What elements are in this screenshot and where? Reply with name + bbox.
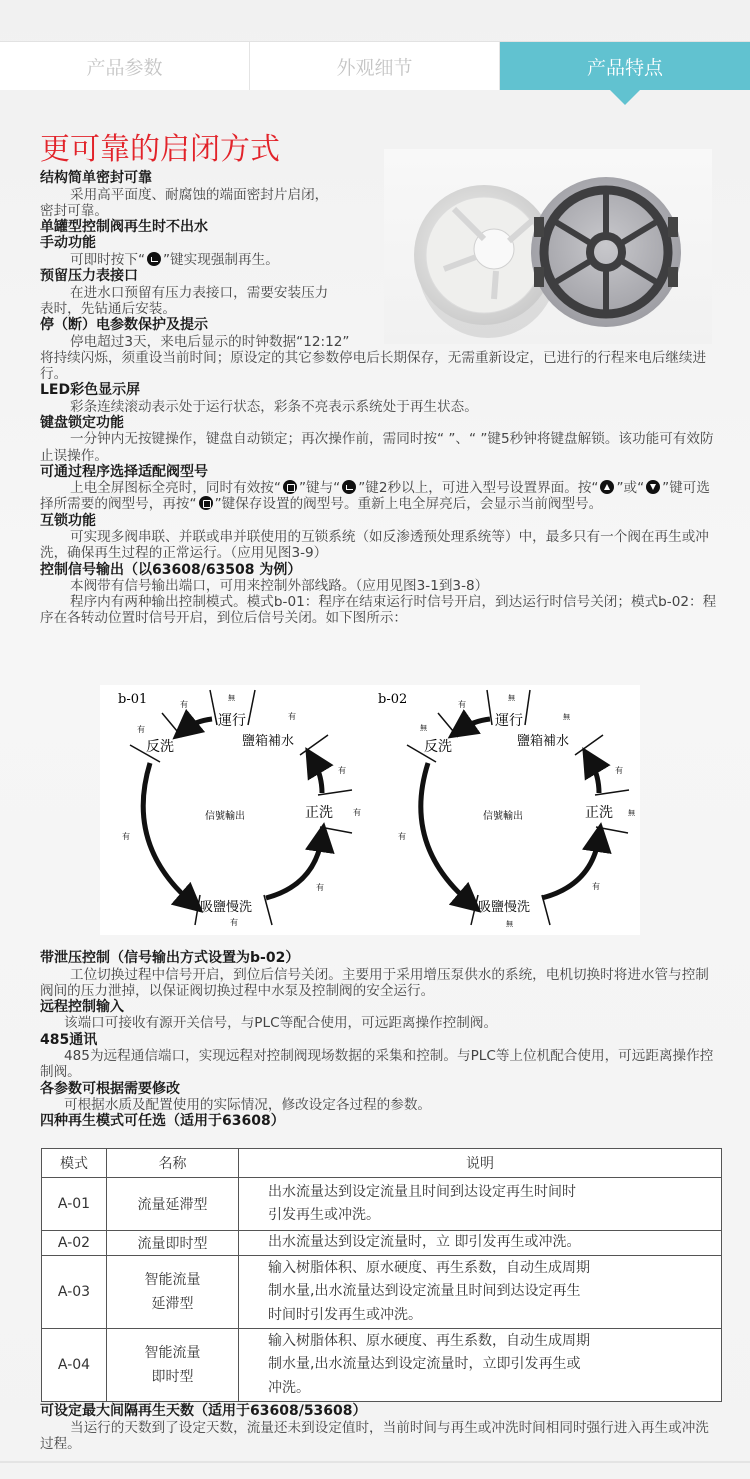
stage-label: 正洗: [585, 805, 613, 821]
page-title: 更可靠的启闭方式: [40, 132, 280, 167]
table-header-row: [42, 1149, 722, 1178]
signal-label: 有: [180, 700, 188, 709]
table-row: [42, 1256, 722, 1329]
stage-label: 鹽箱補水: [242, 734, 295, 749]
desc-line: 时间时引发再生或冲洗。: [268, 1306, 422, 1323]
divider: [0, 1461, 750, 1463]
text-fragment: ”键2秒以上，可进入型号设置界面。按“: [358, 480, 599, 497]
signal-label: 無: [420, 724, 427, 732]
table-row: [42, 1231, 722, 1256]
features-last: [40, 1403, 720, 1452]
text-pressure-port: 在进水口预留有压力表接口，需要安装压力: [70, 284, 329, 301]
text-pressure-relief: 工位切换过程中信号开启，到位后信号关闭。主要用于采用增压泵供水的系统，电机切换时将进水管与控制阀间的压力泄掉，以保证阀切换过程中水泵及控制阀的安全运行。: [40, 966, 709, 999]
heading-manual: 手动功能: [40, 235, 96, 252]
text-valve-select: [40, 480, 720, 512]
regen-key-icon: [147, 252, 161, 266]
cell-name: 流量即时型: [107, 1231, 239, 1256]
signal-label: 無: [228, 694, 235, 702]
text-fragment: ”或“: [616, 480, 645, 497]
signal-label: 無: [563, 713, 570, 721]
center-label: 信號輸出: [483, 811, 523, 822]
text-manual: [40, 252, 380, 268]
cell-mode: A-02: [42, 1231, 107, 1256]
cell-desc: [239, 1256, 722, 1329]
center-label: 信號輸出: [205, 811, 245, 822]
cell-desc: [239, 1329, 722, 1402]
tab-bar: [0, 41, 750, 90]
stage-label: 運行: [495, 713, 523, 729]
col-header-mode: 模式: [42, 1149, 107, 1178]
cell-name: [107, 1256, 239, 1329]
stage-label: 吸鹽慢洗: [200, 900, 253, 915]
heading-interlock: 互锁功能: [40, 512, 96, 529]
text-power-failure-cont: 将持续闪烁，须重设当前时间；原设定的其它参数停电后长期保存，无需重新设定，已进行的行程来电后继续进行。: [40, 349, 707, 382]
stage-label: 運行: [218, 713, 246, 729]
col-header-name: 名称: [107, 1149, 239, 1178]
name-line: 智能流量: [144, 1345, 201, 1361]
text-signal-modes: 程序内有两种输出控制模式。模式b-01：程序在结束运行时信号开启，到达运行时信号关闭；模式b-02：程序在各转动位置时信号开启，到位后信号关闭。如下图所示：: [40, 594, 717, 627]
heading-signal-output: 控制信号输出（以63608/63508 为例）: [40, 561, 302, 578]
heading-led: LED彩色显示屏: [40, 382, 141, 399]
name-line: 即时型: [151, 1369, 194, 1385]
heading-pressure-relief: 带泄压控制（信号输出方式设置为b-02）: [40, 950, 300, 966]
cell-desc: [239, 1231, 722, 1256]
signal-label: 有: [137, 725, 145, 734]
stage-label: 反洗: [146, 739, 174, 755]
col-header-desc: 说明: [239, 1149, 722, 1178]
stage-label: 吸鹽慢洗: [478, 900, 531, 915]
signal-label: 有: [592, 882, 600, 891]
cell-desc: [239, 1178, 722, 1231]
text-keypad-lock: 一分钟内无按键操作，键盘自动锁定；再次操作前，需同时按“ ”、“ ”键5秒钟将键盘解锁。该功能可有效防止误操作。: [40, 431, 714, 464]
text-fragment: 可即时按下“: [70, 251, 146, 268]
cell-mode: A-03: [42, 1256, 107, 1329]
name-line: 延滞型: [151, 1296, 194, 1312]
signal-label: 有: [398, 832, 406, 841]
diagram-b01: [118, 690, 361, 927]
desc-line: 制水量,出水流量达到设定流量且时间到达设定再生: [268, 1283, 581, 1300]
text-params: 可根据水质及配置使用的实际情况，修改设定各过程的参数。: [64, 1097, 432, 1114]
desc-line: 出水流量达到设定流量时，立 即引发再生或冲洗。: [268, 1234, 581, 1251]
text-fragment: 上电全屏图标全亮时，同时有效按“: [70, 480, 281, 497]
text-led: 彩条连续滚动表示处于运行状态，彩条不亮表示系统处于再生状态。: [70, 398, 478, 415]
text-485: 485为远程通信端口，实现远程对控制阀现场数据的采集和控制。与PLC等上位机配合使用，可远距离操作控制阀。: [40, 1048, 714, 1081]
diagram-label: b-01: [118, 692, 148, 707]
heading-params: 各参数可根据需要修改: [40, 1080, 180, 1097]
regen-key-icon: [342, 480, 356, 494]
heading-seal: 结构简单密封可靠: [40, 170, 152, 186]
name-line: 智能流量: [144, 1272, 201, 1288]
heading-pressure-port: 预留压力表接口: [40, 268, 138, 285]
signal-label: 無: [506, 920, 513, 928]
text-interlock: 可实现多阀串联、并联或串并联使用的互锁系统（如反渗透预处理系统等）中，最多只有一个阀在再生或冲洗，确保再生过程的正常运行。（应用见图3-9）: [40, 529, 709, 562]
text-pressure-port-cont: 表时，先钻通后安装。: [40, 300, 176, 317]
signal-label: 有: [338, 766, 346, 775]
desc-line: 冲洗。: [268, 1379, 310, 1396]
signal-label: 無: [628, 809, 635, 817]
tab-product-features[interactable]: 产品特点: [500, 42, 750, 90]
text-signal-output: 本阀带有信号输出端口，可用来控制外部线路。（应用见图3-1到3-8）: [70, 578, 489, 595]
text-fragment: ”键保存设置的阀型号。重新上电全屏亮后，会显示当前阀型号。: [214, 496, 603, 513]
heading-max-interval: 可设定最大间隔再生天数（适用于63608/53608）: [40, 1403, 367, 1419]
tab-appearance-details[interactable]: 外观细节: [250, 42, 500, 90]
desc-line: 输入树脂体积、原水硬度、再生系数，自动生成周期: [268, 1259, 590, 1276]
signal-diagrams: [100, 685, 640, 935]
desc-line: 输入树脂体积、原水硬度、再生系数，自动生成周期: [268, 1332, 590, 1349]
signal-label: 有: [353, 808, 361, 817]
signal-label: 有: [458, 700, 466, 709]
regen-modes-table: [41, 1148, 722, 1402]
signal-label: 有: [615, 766, 623, 775]
set-key-icon: [199, 496, 213, 510]
diagram-label: b-02: [378, 692, 408, 707]
desc-line: 引发再生或冲洗。: [268, 1207, 380, 1223]
text-max-interval: 当运行的天数到了设定天数，流量还未到设定值时，当前时间与再生或冲洗时间相同时强行进入再生或冲洗过程。: [40, 1419, 709, 1452]
signal-label: 無: [508, 694, 515, 702]
features-upper: [40, 170, 720, 627]
stage-label: 反洗: [424, 739, 452, 755]
table-row: [42, 1178, 722, 1231]
signal-label: 有: [122, 832, 130, 841]
tab-product-params[interactable]: 产品参数: [0, 42, 250, 90]
text-fragment: ”键实现强制再生。: [163, 251, 279, 268]
signal-label: 有: [316, 883, 324, 892]
heading-regen-modes: 四种再生模式可任选（适用于63608）: [40, 1113, 285, 1130]
text-seal-cont: 密封可靠。: [40, 202, 108, 219]
heading-valve-select: 可通过程序选择适配阀型号: [40, 463, 208, 480]
table-row: [42, 1329, 722, 1402]
cell-mode: A-01: [42, 1178, 107, 1231]
signal-label: 有: [288, 712, 296, 721]
heading-single-tank: 单罐型控制阀再生时不出水: [40, 218, 208, 235]
set-key-icon: [283, 480, 297, 494]
stage-label: 正洗: [305, 805, 333, 821]
text-power-failure: 停电超过3天，来电后显示的时钟数据“12:12”: [70, 333, 350, 350]
heading-power-failure: 停（断）电参数保护及提示: [40, 317, 208, 334]
down-key-icon: [646, 480, 660, 494]
desc-line: 出水流量达到设定流量且时间到达设定再生时间时: [268, 1183, 576, 1200]
text-seal: 采用高平面度、耐腐蚀的端面密封片启闭，: [70, 186, 329, 203]
heading-485: 485通讯: [40, 1031, 98, 1048]
cell-mode: A-04: [42, 1329, 107, 1402]
text-remote-input: 该端口可接收有源开关信号，与PLC等配合使用，可远距离操作控制阀。: [64, 1015, 498, 1032]
diagram-b02: [378, 690, 636, 928]
cell-name: 流量延滞型: [107, 1178, 239, 1231]
up-key-icon: [600, 480, 614, 494]
text-fragment: ”键可选择所需要的阀型号，再按“: [40, 480, 710, 513]
heading-remote-input: 远程控制输入: [40, 998, 124, 1015]
heading-keypad-lock: 键盘锁定功能: [40, 414, 124, 431]
stage-label: 鹽箱補水: [517, 734, 570, 749]
features-lower: [40, 950, 720, 1130]
text-fragment: ”键与“: [298, 480, 341, 497]
cell-name: [107, 1329, 239, 1402]
desc-line: 制水量,出水流量达到设定流量时，立即引发再生或: [268, 1356, 581, 1373]
signal-label: 有: [230, 918, 238, 927]
